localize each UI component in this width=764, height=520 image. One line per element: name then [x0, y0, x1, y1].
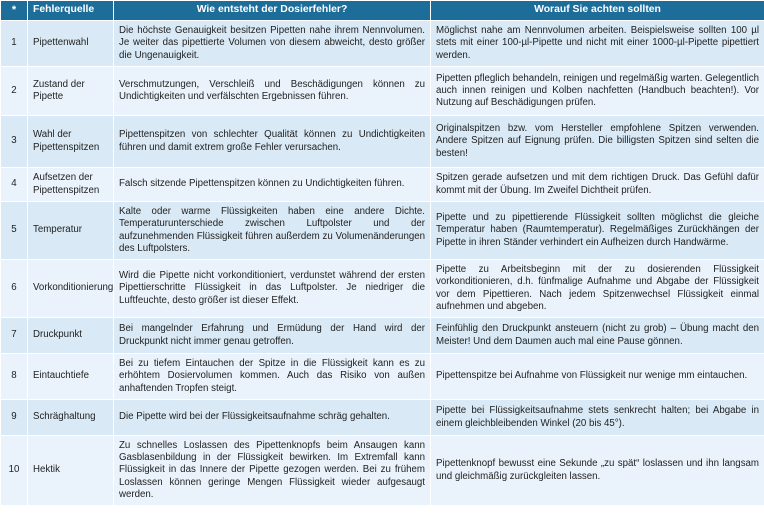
table-row: [1, 21, 764, 67]
table-row: [1, 202, 764, 260]
header-number: *: [1, 1, 28, 21]
error-cause: Die höchste Genauigkeit besitzen Pipetten nahe ihrem Nennvolumen. Je weiter das pipettierte Volumen von diesem abweicht, desto größer die Ungenauigkeit.: [114, 21, 431, 67]
advice: Spitzen gerade aufsetzen und mit dem richtigen Druck. Das Gefühl dafür kommt mit der Übung. Im Zweifel Dichtheit prüfen.: [431, 168, 764, 202]
error-cause: Bei mangelnder Erfahrung und Ermüdung der Hand wird der Druckpunkt nicht immer genau getroffen.: [114, 318, 431, 354]
error-source: Vorkonditionierung: [28, 260, 114, 318]
advice: Pipette und zu pipettierende Flüssigkeit sollten möglichst die gleiche Temperatur haben (Raumtemperatur). Regelmäßiges Zurückhängen der Pipette in ihren Ständer verhindert ein Aufheizen durch Handwärme.: [431, 202, 764, 260]
table-row: [1, 67, 764, 116]
row-number: 7: [1, 318, 28, 354]
row-number: 9: [1, 400, 28, 436]
row-number: 10: [1, 436, 28, 506]
row-number: 2: [1, 67, 28, 116]
error-source: Pipettenwahl: [28, 21, 114, 67]
error-cause: Die Pipette wird bei der Flüssigkeitsaufnahme schräg gehalten.: [114, 400, 431, 436]
table-row: [1, 260, 764, 318]
error-cause: Pipettenspitzen von schlechter Qualität können zu Undichtigkeiten führen und damit extrem große Fehler verursachen.: [114, 116, 431, 168]
error-source: Zustand der Pipette: [28, 67, 114, 116]
advice: Feinfühlig den Druckpunkt ansteuern (nicht zu grob) – Übung macht den Meister! Und dem Daumen auch mal eine Pause gönnen.: [431, 318, 764, 354]
row-number: 5: [1, 202, 28, 260]
table-row: [1, 354, 764, 400]
error-source: Temperatur: [28, 202, 114, 260]
error-source: Wahl der Pipettenspitzen: [28, 116, 114, 168]
error-cause: Falsch sitzende Pipettenspitzen können zu Undichtigkeiten führen.: [114, 168, 431, 202]
advice: Pipettenspitze bei Aufnahme von Flüssigkeit nur wenige mm eintauchen.: [431, 354, 764, 400]
row-number: 8: [1, 354, 28, 400]
row-number: 3: [1, 116, 28, 168]
error-source: Schräghaltung: [28, 400, 114, 436]
advice: Möglichst nahe am Nennvolumen arbeiten. Beispielsweise sollten 100 µl stets mit einer 100-µl-Pipette und nicht mit einer 1000-µl-Pipette pipettiert werden.: [431, 21, 764, 67]
advice: Originalspitzen bzw. vom Hersteller empfohlene Spitzen verwenden. Andere Spitzen auf Eignung prüfen. Die billigsten Spitzen sind selten die besten!: [431, 116, 764, 168]
row-number: 4: [1, 168, 28, 202]
table-row: [1, 318, 764, 354]
table-row: [1, 436, 764, 506]
row-number: 1: [1, 21, 28, 67]
table-row: [1, 116, 764, 168]
advice: Pipetten pfleglich behandeln, reinigen und regelmäßig warten. Gelegentlich auch innen reinigen und Kolben nachfetten (Handbuch beachten!). Vor Nutzung auf Beschädigungen prüfen.: [431, 67, 764, 116]
error-source: Hektik: [28, 436, 114, 506]
table-header-row: [1, 1, 764, 21]
error-cause: Verschmutzungen, Verschleiß und Beschädigungen können zu Undichtigkeiten und verfälschten Ergebnissen führen.: [114, 67, 431, 116]
table-row: [1, 168, 764, 202]
error-source: Druckpunkt: [28, 318, 114, 354]
error-cause: Bei zu tiefem Eintauchen der Spitze in die Flüssigkeit kann es zu erhöhtem Dosiervolumen kommen. Auch das Risiko von außen anhaftenden Tropfen steigt.: [114, 354, 431, 400]
row-number: 6: [1, 260, 28, 318]
header-advice: Worauf Sie achten sollten: [431, 1, 764, 21]
header-error-source: Fehlerquelle: [28, 1, 114, 21]
error-cause: Kalte oder warme Flüssigkeiten haben eine andere Dichte. Temperaturunterschiede zwischen Luftpolster und der aufzunehmenden Flüssigkeit führen außerdem zu Volumenänderungen des Luftpolsters.: [114, 202, 431, 260]
header-error-cause: Wie entsteht der Dosierfehler?: [114, 1, 431, 21]
advice: Pipette bei Flüssigkeitsaufnahme stets senkrecht halten; bei Abgabe in einem gleichbleibenden Winkel (20 bis 45°).: [431, 400, 764, 436]
advice: Pipettenknopf bewusst eine Sekunde „zu spät“ loslassen und ihn langsam und gleichmäßig zurückgleiten lassen.: [431, 436, 764, 506]
error-cause: Zu schnelles Loslassen des Pipettenknopfs beim Ansaugen kann Gasblasenbildung in der Flüssigkeit bewirken. Im Extremfall kann Flüssigkeit in das Innere der Pipette gezogen werden. Bei zu frühem Loslassen können geringe Mengen Flüssigkeit wieder aufgesaugt werden.: [114, 436, 431, 506]
error-cause: Wird die Pipette nicht vorkonditioniert, verdunstet während der ersten Pipettierschritte Flüssigkeit in das Luftpolster. Je niedriger die Luftfeuchte, desto größer ist dieser Effekt.: [114, 260, 431, 318]
error-source: Eintauchtiefe: [28, 354, 114, 400]
table-row: [1, 400, 764, 436]
error-source: Aufsetzen der Pipettenspitzen: [28, 168, 114, 202]
advice: Pipette zu Arbeitsbeginn mit der zu dosierenden Flüssigkeit vorkonditionieren, d.h. fünfmalige Aufnahme und Abgabe der Flüssigkeit vor dem Pipettieren. Nach jedem Spitzenwechsel Flüssigkeit einmal aufnehmen und abgeben.: [431, 260, 764, 318]
